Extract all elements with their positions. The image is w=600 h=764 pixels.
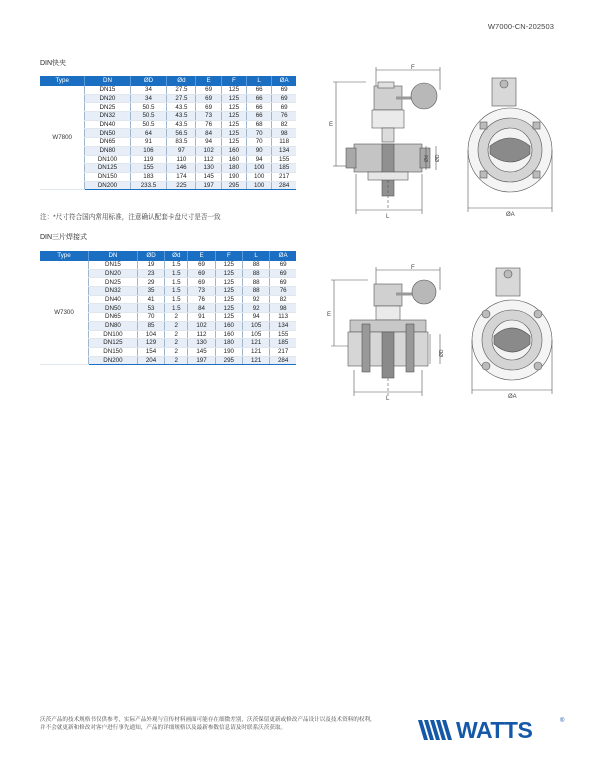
table-cell: 106 xyxy=(130,146,167,155)
table-cell: DN125 xyxy=(85,164,130,173)
table-cell: 1.5 xyxy=(165,304,188,313)
table-cell: 66 xyxy=(247,86,272,94)
table-cell: 43.5 xyxy=(167,103,196,112)
table-cell: DN50 xyxy=(85,129,130,138)
document-code: W7000-CN-202503 xyxy=(487,22,554,31)
table-cell: 91 xyxy=(130,138,167,147)
table-cell: 76 xyxy=(270,287,296,296)
table-cell: 217 xyxy=(272,172,296,181)
table-cell: DN40 xyxy=(89,295,138,304)
table-cell: 50.5 xyxy=(130,120,167,129)
table-cell: 100 xyxy=(247,164,272,173)
table-cell: DN20 xyxy=(85,94,130,103)
table-cell: 76 xyxy=(272,112,296,121)
table-cell: 1.5 xyxy=(165,295,188,304)
table-cell: 284 xyxy=(272,181,296,190)
dim-label-a: ØA xyxy=(508,394,517,400)
table-cell: 94 xyxy=(196,138,221,147)
table-cell: 125 xyxy=(221,94,246,103)
table-cell: 160 xyxy=(215,330,242,339)
table-header-row xyxy=(40,251,296,261)
table-cell: 69 xyxy=(270,269,296,278)
table-cell: 190 xyxy=(221,172,246,181)
table-cell: 69 xyxy=(272,86,296,94)
dim-label-f: F xyxy=(411,265,415,271)
table-cell: 73 xyxy=(196,112,221,121)
table-cell: 118 xyxy=(272,138,296,147)
table-cell: DN50 xyxy=(89,304,138,313)
dim-label-f: F xyxy=(411,65,415,71)
table-cell: 155 xyxy=(130,164,167,173)
table-cell: 82 xyxy=(270,295,296,304)
table-cell: 56.5 xyxy=(167,129,196,138)
table-cell: DN100 xyxy=(89,330,138,339)
table-cell: 98 xyxy=(270,304,296,313)
table-row xyxy=(40,261,296,269)
table-cell: 85 xyxy=(137,321,164,330)
table-cell: 113 xyxy=(270,313,296,322)
table-cell: 2 xyxy=(165,347,188,356)
column-header: DN xyxy=(89,251,138,261)
table-cell: 23 xyxy=(137,269,164,278)
table-cell: 73 xyxy=(188,287,215,296)
column-header: L xyxy=(247,76,272,86)
table-cell: DN15 xyxy=(89,261,138,269)
section-title-welded: DIN三片焊接式 xyxy=(40,234,88,241)
table-cell: 155 xyxy=(270,330,296,339)
dim-label-a: ØA xyxy=(506,212,515,218)
table-cell: 110 xyxy=(167,155,196,164)
registered-mark: ® xyxy=(560,718,565,724)
column-header: Type xyxy=(40,76,85,86)
table-cell: DN125 xyxy=(89,339,138,348)
table-cell: 119 xyxy=(130,155,167,164)
table-cell: 84 xyxy=(188,304,215,313)
table-cell: 69 xyxy=(188,261,215,269)
table-cell: 43.5 xyxy=(167,120,196,129)
table-cell: 125 xyxy=(215,304,242,313)
table-cell: 50.5 xyxy=(130,112,167,121)
logo-wordmark: WATTS xyxy=(456,717,533,743)
table-cell: 284 xyxy=(270,356,296,365)
table-cell: DN20 xyxy=(89,269,138,278)
table-cell: 102 xyxy=(188,321,215,330)
dim-label-d-inner: Ød xyxy=(424,155,430,162)
table-cell: 100 xyxy=(247,172,272,181)
table-cell: DN150 xyxy=(85,172,130,181)
table-cell: 180 xyxy=(215,339,242,348)
table-cell: 66 xyxy=(247,94,272,103)
column-header: ØA xyxy=(272,76,296,86)
table-cell: 34 xyxy=(130,86,167,94)
table-cell: 125 xyxy=(215,295,242,304)
table-cell: 2 xyxy=(165,330,188,339)
column-header: E xyxy=(188,251,215,261)
table-cell: 50.5 xyxy=(130,103,167,112)
table-cell: 66 xyxy=(247,112,272,121)
table-cell: 125 xyxy=(221,129,246,138)
table-note: 注：*尺寸符合国内常用标准，注意确认配套卡盘尺寸是否一致 xyxy=(40,214,221,221)
table-cell: 1.5 xyxy=(165,269,188,278)
table-cell: 84 xyxy=(196,129,221,138)
table-cell: 197 xyxy=(196,181,221,190)
section-title-clamp: DIN快夹 xyxy=(40,60,67,67)
column-header: ØA xyxy=(270,251,296,261)
table-cell: 69 xyxy=(196,94,221,103)
table-cell: 69 xyxy=(272,94,296,103)
table-cell: 70 xyxy=(247,138,272,147)
welded-valve-side-drawing xyxy=(318,262,448,402)
table-cell: DN80 xyxy=(89,321,138,330)
table-cell: 97 xyxy=(167,146,196,155)
table-cell: 125 xyxy=(221,120,246,129)
table-cell: DN32 xyxy=(89,287,138,296)
table-cell: 180 xyxy=(221,164,246,173)
table-cell: 125 xyxy=(215,269,242,278)
clamp-valve-side-drawing xyxy=(318,60,448,220)
table-cell: 83.5 xyxy=(167,138,196,147)
table-cell: 100 xyxy=(247,181,272,190)
table-cell: DN32 xyxy=(85,112,130,121)
table-cell: 69 xyxy=(270,261,296,269)
spec-table-w7800 xyxy=(40,76,296,190)
table-cell: 2 xyxy=(165,356,188,365)
watts-logo xyxy=(418,716,568,744)
table-cell: 98 xyxy=(272,129,296,138)
table-cell: 94 xyxy=(242,313,269,322)
table-cell: 105 xyxy=(242,321,269,330)
table-cell: 145 xyxy=(188,347,215,356)
table-cell: 105 xyxy=(242,330,269,339)
table-cell: 69 xyxy=(272,103,296,112)
table-cell: 41 xyxy=(137,295,164,304)
table-cell: 27.5 xyxy=(167,94,196,103)
table-cell: 34 xyxy=(130,94,167,103)
dim-label-d-outer: ØD xyxy=(435,154,441,162)
table-cell: 134 xyxy=(270,321,296,330)
table-cell: 53 xyxy=(137,304,164,313)
table-cell: DN200 xyxy=(89,356,138,365)
table-cell: 197 xyxy=(188,356,215,365)
column-header: Type xyxy=(40,251,89,261)
table-cell: 69 xyxy=(188,278,215,287)
table-cell: 69 xyxy=(196,103,221,112)
table-cell: 76 xyxy=(188,295,215,304)
column-header: ØD xyxy=(137,251,164,261)
table-cell: 190 xyxy=(215,347,242,356)
table-cell: 92 xyxy=(242,304,269,313)
table-cell: 183 xyxy=(130,172,167,181)
table-cell: 88 xyxy=(242,261,269,269)
table-cell: 129 xyxy=(137,339,164,348)
table-cell: 82 xyxy=(272,120,296,129)
table-cell: 1.5 xyxy=(165,278,188,287)
table-cell: 121 xyxy=(242,356,269,365)
table-cell: 66 xyxy=(247,103,272,112)
table-cell: 19 xyxy=(137,261,164,269)
table-cell: 104 xyxy=(137,330,164,339)
table-cell: 2 xyxy=(165,313,188,322)
table-cell: 69 xyxy=(188,269,215,278)
table-cell: 121 xyxy=(242,347,269,356)
table-cell: 69 xyxy=(196,86,221,94)
table-cell: 92 xyxy=(242,295,269,304)
table-cell: 2 xyxy=(165,321,188,330)
table-cell: 225 xyxy=(167,181,196,190)
table-cell: 27.5 xyxy=(167,86,196,94)
table-cell: 295 xyxy=(221,181,246,190)
table-cell: 1.5 xyxy=(165,261,188,269)
column-header: E xyxy=(196,76,221,86)
table-cell: 29 xyxy=(137,278,164,287)
table-cell: 112 xyxy=(196,155,221,164)
table-cell: DN150 xyxy=(89,347,138,356)
dim-label-d-outer: ØD xyxy=(439,349,445,357)
table-cell: DN65 xyxy=(85,138,130,147)
table-cell: DN25 xyxy=(85,103,130,112)
table-cell: DN200 xyxy=(85,181,130,190)
clamp-valve-front-drawing xyxy=(460,70,570,220)
table-cell: 1.5 xyxy=(165,287,188,296)
table-cell: 91 xyxy=(188,313,215,322)
table-cell: 94 xyxy=(247,155,272,164)
column-header: Ød xyxy=(167,76,196,86)
disclaimer-text: 沃茨产品的技术规格书仅供参考，实际产品外观与宣传材料画面可能存在细微差别，沃茨保留更新或修改产品设计以及技术资料的权利，并不会就更新和修改对客户进行事先通知，产品的详细规格以及最新参数信息请及时联系沃茨获取。 xyxy=(40,717,376,731)
table-row xyxy=(40,86,296,94)
table-cell: 90 xyxy=(247,146,272,155)
table-cell: 69 xyxy=(270,278,296,287)
table-cell: 130 xyxy=(196,164,221,173)
type-cell: W7800 xyxy=(40,86,85,190)
dim-label-e: E xyxy=(329,122,334,128)
table-cell: 43.5 xyxy=(167,112,196,121)
table-cell: 125 xyxy=(215,278,242,287)
table-cell: 125 xyxy=(221,86,246,94)
table-cell: 125 xyxy=(221,103,246,112)
table-cell: 121 xyxy=(242,339,269,348)
table-cell: DN65 xyxy=(89,313,138,322)
table-cell: 68 xyxy=(247,120,272,129)
table-cell: 130 xyxy=(188,339,215,348)
column-header: F xyxy=(215,251,242,261)
table-cell: 155 xyxy=(272,155,296,164)
table-cell: 295 xyxy=(215,356,242,365)
table-cell: 2 xyxy=(165,339,188,348)
column-header: ØD xyxy=(130,76,167,86)
column-header: F xyxy=(221,76,246,86)
table-cell: DN80 xyxy=(85,146,130,155)
table-cell: DN15 xyxy=(85,86,130,94)
table-cell: 64 xyxy=(130,129,167,138)
table-cell: 160 xyxy=(221,155,246,164)
type-cell: W7300 xyxy=(40,261,89,365)
dim-label-e: E xyxy=(327,312,332,318)
table-cell: 174 xyxy=(167,172,196,181)
table-cell: DN40 xyxy=(85,120,130,129)
table-cell: 125 xyxy=(215,287,242,296)
spec-table-w7300 xyxy=(40,251,296,365)
table-cell: 154 xyxy=(137,347,164,356)
table-cell: 160 xyxy=(221,146,246,155)
table-cell: 102 xyxy=(196,146,221,155)
table-cell: DN25 xyxy=(89,278,138,287)
table-cell: 125 xyxy=(215,261,242,269)
table-cell: 70 xyxy=(137,313,164,322)
table-cell: 160 xyxy=(215,321,242,330)
table-cell: 233.5 xyxy=(130,181,167,190)
table-cell: DN100 xyxy=(85,155,130,164)
table-cell: 125 xyxy=(221,138,246,147)
table-cell: 125 xyxy=(221,112,246,121)
table-cell: 146 xyxy=(167,164,196,173)
table-cell: 204 xyxy=(137,356,164,365)
welded-valve-front-drawing xyxy=(462,262,570,402)
table-cell: 88 xyxy=(242,278,269,287)
table-cell: 217 xyxy=(270,347,296,356)
table-cell: 76 xyxy=(196,120,221,129)
table-cell: 185 xyxy=(270,339,296,348)
column-header: DN xyxy=(85,76,130,86)
column-header: Ød xyxy=(165,251,188,261)
table-cell: 70 xyxy=(247,129,272,138)
table-cell: 125 xyxy=(215,313,242,322)
table-header-row xyxy=(40,76,296,86)
table-cell: 145 xyxy=(196,172,221,181)
table-cell: 88 xyxy=(242,287,269,296)
table-cell: 35 xyxy=(137,287,164,296)
table-cell: 88 xyxy=(242,269,269,278)
table-cell: 185 xyxy=(272,164,296,173)
watts-logo-icon xyxy=(418,716,456,744)
table-cell: 112 xyxy=(188,330,215,339)
dim-label-l: L xyxy=(386,214,390,220)
column-header: L xyxy=(242,251,269,261)
dim-label-l: L xyxy=(386,396,390,402)
table-cell: 134 xyxy=(272,146,296,155)
